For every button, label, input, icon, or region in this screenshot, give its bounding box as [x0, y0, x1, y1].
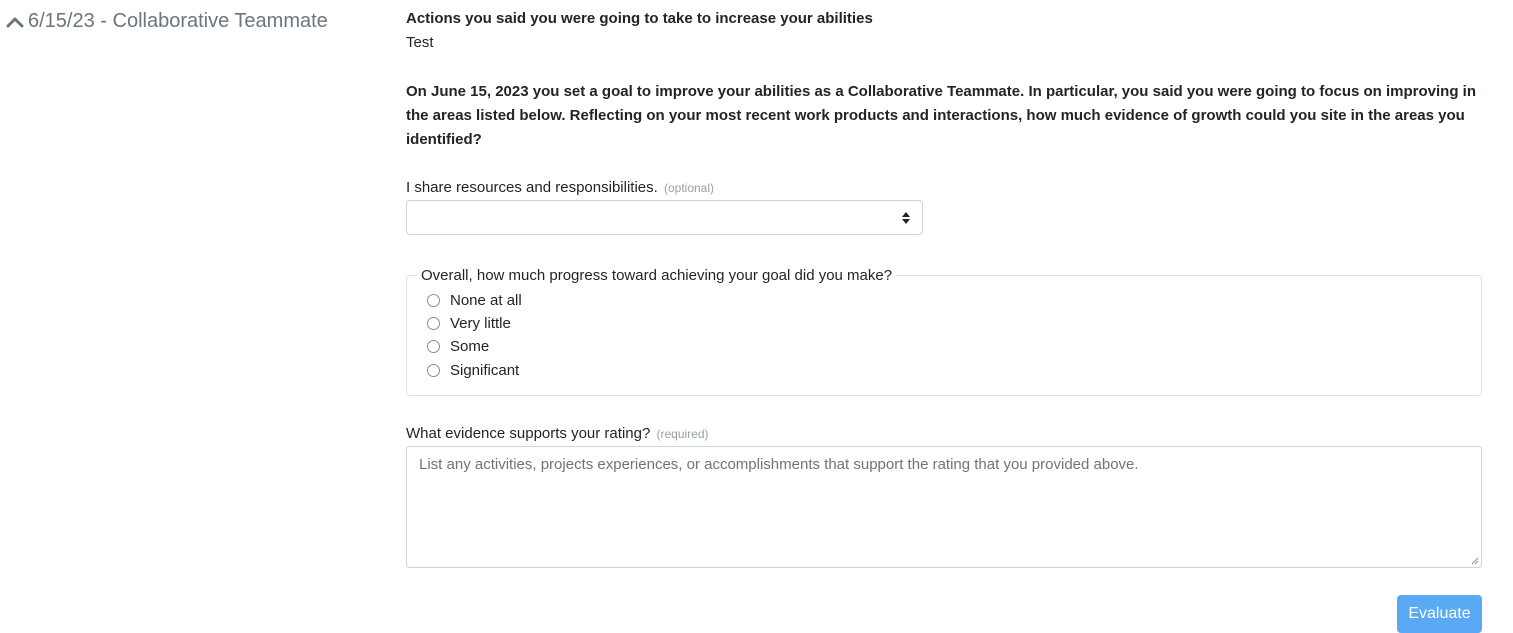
evaluate-button[interactable]: Evaluate — [1397, 595, 1482, 633]
share-question-text: I share resources and responsibilities. — [406, 179, 658, 196]
evidence-question-text: What evidence supports your rating? — [406, 425, 651, 442]
actions-value: Test — [406, 34, 434, 51]
progress-legend: Overall, how much progress toward achieving your goal did you make? — [417, 267, 896, 284]
progress-option-label: Some — [450, 338, 490, 355]
required-hint: (required) — [656, 427, 709, 441]
optional-hint: (optional) — [663, 181, 714, 195]
goal-toggle-label: 6/15/23 - Collaborative Teammate — [28, 10, 328, 32]
progress-fieldset — [406, 267, 1482, 396]
progress-option-significant[interactable] — [427, 362, 519, 379]
radio-button[interactable] — [427, 340, 440, 353]
progress-option-label: Very little — [450, 315, 511, 332]
share-question-label — [406, 179, 714, 196]
evidence-question-label — [406, 425, 709, 442]
radio-button[interactable] — [427, 294, 440, 307]
goal-toggle[interactable] — [6, 10, 328, 33]
chevron-up-icon — [6, 15, 24, 29]
goal-prompt: On June 15, 2023 you set a goal to improve your abilities as a Collaborative Teammate. In particular, you said you were going to focus on improving in the areas listed below. Reflecting on your most recent work products and interactions, how much evidence of growth could you site in the areas you identified? — [406, 83, 1476, 148]
evidence-placeholder: List any activities, projects experiences, or accomplishments that support the rating that you provided above. — [419, 456, 1139, 473]
progress-option-none[interactable] — [427, 292, 522, 309]
progress-option-some[interactable] — [427, 338, 489, 355]
resize-handle-icon[interactable] — [1471, 557, 1479, 565]
radio-button[interactable] — [427, 317, 440, 330]
actions-heading: Actions you said you were going to take to increase your abilities — [406, 10, 873, 27]
select-arrows-icon — [902, 211, 910, 225]
progress-option-label: None at all — [450, 292, 522, 309]
share-rating-select[interactable] — [406, 200, 923, 235]
progress-option-very-little[interactable] — [427, 315, 511, 332]
progress-option-label: Significant — [450, 362, 520, 379]
radio-button[interactable] — [427, 364, 440, 377]
evidence-textarea[interactable] — [406, 446, 1482, 568]
